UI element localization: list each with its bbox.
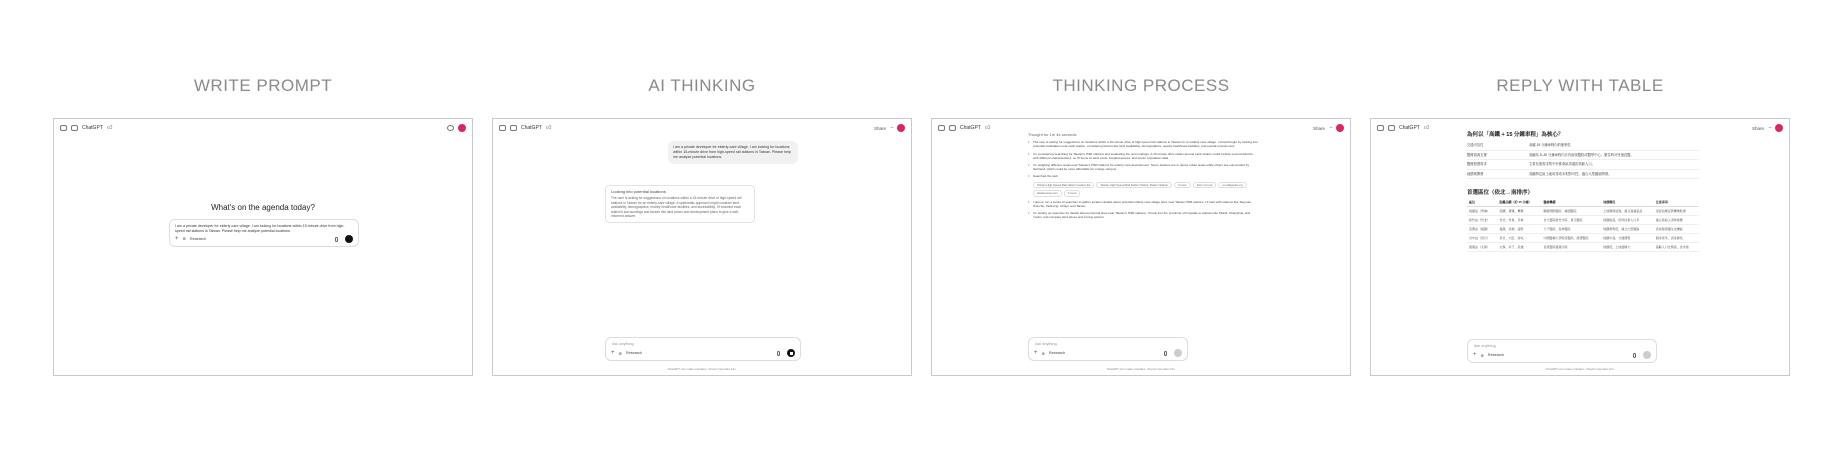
top-bar [938, 123, 1344, 133]
model-name[interactable]: o3 [1423, 125, 1430, 131]
sidebar-toggle-icon[interactable] [1377, 125, 1384, 131]
table-cell: 適合高收入退休族群 [1654, 216, 1699, 225]
kv-row [1467, 141, 1699, 150]
input-toolbar [175, 235, 353, 243]
table-header-row [1467, 198, 1699, 207]
top-bar [60, 123, 466, 133]
table-row [1467, 243, 1699, 252]
table-cell: 地價相對低，適合大型園區 [1601, 225, 1654, 234]
research-tool[interactable]: Research [625, 351, 643, 355]
reply-title: 為何以「高鐵 + 15 分鐘車程」為核心？ [1467, 132, 1564, 138]
source-chip[interactable]: en.wikipedia.org [1218, 182, 1246, 189]
search-chips [1033, 182, 1258, 197]
table-cell: 大千醫院、為恭醫院 [1541, 225, 1601, 234]
table-cell: 嘉義站（太保） [1467, 243, 1498, 252]
table-cell: 台中站（烏日） [1467, 234, 1498, 243]
searched-web-label: • Searched the web [1028, 174, 1258, 178]
new-chat-icon[interactable] [949, 125, 956, 131]
plus-icon[interactable]: + [611, 350, 615, 356]
kv-row [1467, 160, 1699, 169]
new-chat-icon[interactable] [510, 125, 517, 131]
search-query-chip[interactable]: Taiwan High Speed Rail Station Station Station Station [1096, 182, 1172, 189]
table-cell: 聯新國際醫院、桃園醫院 [1541, 207, 1601, 216]
chat-input[interactable] [1028, 337, 1188, 361]
kv-value: 高鐵站 5–30 分鐘車程內多有區域醫院或醫學中心，緊急時可快速送醫。 [1529, 152, 1634, 157]
app-name[interactable]: ChatGPT [960, 125, 981, 131]
microphone-icon[interactable] [1164, 351, 1167, 356]
table-cell: 高鐵、捷運、機場 [1498, 207, 1542, 216]
more-chip[interactable]: 3 more [1174, 182, 1191, 189]
column-title-thinking-process: THINKING PROCESS [1052, 76, 1230, 95]
app-name[interactable]: ChatGPT [1399, 125, 1420, 131]
tools-icon[interactable]: ⚙ [1041, 351, 1045, 356]
table-cell: 地價低，土地面積大 [1601, 243, 1654, 252]
top-bar [1377, 123, 1783, 133]
thought-step: • I'm considering searching for Taiwan's HSR stations and evaluating the surroundings. A 15-minute drive radius around each station could include several districts with different characteristics, so I'll focus on land costs, hospital access, and senior population data. [1028, 152, 1258, 160]
microphone-icon[interactable] [335, 237, 338, 242]
plus-icon[interactable]: + [1034, 350, 1038, 356]
thought-step: • I'm setting up searches for details about potential sites near Taiwan's HSR stations. I'll look into the proximity of hospitals to stations like Miaoli, Changhua, and Yunlin, and compare land prices and zoning options. [1028, 211, 1258, 219]
input-placeholder: Ask anything [612, 342, 634, 346]
research-tool[interactable]: Research [1048, 351, 1066, 355]
table-header: 距離高鐵（約 15 分鐘） [1498, 198, 1542, 207]
table-header: 地價概況 [1601, 198, 1654, 207]
research-tool[interactable]: Research [189, 236, 207, 241]
source-chip[interactable]: thsrc.com.tw [1193, 182, 1217, 189]
disclaimer: ChatGPT can make mistakes. Check important info. [667, 367, 737, 371]
kv-value: 高鐵 15 分鐘車程內的便利性 [1529, 143, 1571, 148]
kv-row [1467, 151, 1699, 160]
kv-key: 交通可及性 [1467, 143, 1484, 148]
table-cell: 苗栗站（後龍） [1467, 225, 1498, 234]
new-chat-icon[interactable] [1388, 125, 1395, 131]
table-cell: 需評估噪音與機場航道 [1654, 207, 1699, 216]
chat-input[interactable] [605, 337, 801, 361]
research-tool[interactable]: Research [1487, 353, 1505, 357]
share-button[interactable]: Share [1751, 125, 1764, 131]
send-button[interactable] [1174, 349, 1182, 357]
share-button[interactable]: Share [873, 125, 886, 131]
table-cell: 中國醫藥大學附設醫院、澄清醫院 [1541, 234, 1601, 243]
page-heading: What's on the agenda today? [211, 203, 315, 212]
table-row [1467, 225, 1699, 234]
search-query-chip[interactable]: Taiwan High Speed Rail station location list [1033, 182, 1094, 189]
table-cell: 高齡人口比例高，需求強 [1654, 243, 1699, 252]
table-cell: 桃園站（青埔） [1467, 207, 1498, 216]
screenshot-reply-with-table [1370, 118, 1790, 376]
new-chat-icon[interactable] [71, 125, 78, 131]
stop-button[interactable] [787, 349, 795, 357]
table-cell: 竹北、竹東、芎林 [1498, 216, 1542, 225]
thought-step: • I plan to run a series of searches to gather location details about potential elderly-care village sites near Taiwan HSR stations. I'll start with stations like Taoyuan, Hsinchu, Taichung, Chiayi, and Tainan. [1028, 200, 1258, 208]
table-cell: 太保、朴子、民雄 [1498, 243, 1542, 252]
screenshot-ai-thinking [492, 118, 912, 376]
app-name[interactable]: ChatGPT [82, 125, 103, 131]
sidebar-toggle-icon[interactable] [499, 125, 506, 131]
screenshot-write-prompt [53, 118, 473, 376]
table-cell: 後龍、造橋、頭份 [1498, 225, 1542, 234]
chat-input[interactable] [1467, 339, 1657, 363]
table-cell: 競爭者多，需差異化 [1654, 234, 1699, 243]
table-cell: 新竹站（竹北） [1467, 216, 1498, 225]
column-title-write-prompt: WRITE PROMPT [193, 76, 333, 95]
microphone-icon[interactable] [1633, 353, 1636, 358]
more-chip[interactable]: 3 more [1064, 190, 1081, 197]
app-name[interactable]: ChatGPT [521, 125, 542, 131]
thought-duration[interactable]: Thought for 1m 4s seconds [1028, 132, 1077, 137]
column-title-ai-thinking: AI THINKING [648, 76, 756, 95]
column-title-reply-with-table: REPLY WITH TABLE [1496, 76, 1664, 95]
model-name[interactable]: o3 [984, 125, 991, 131]
prompt-text: I am a private developer for elderly-care village. I am looking for locations within 15-minute drive from high-speed rail stations in Taiwan. Please help me analyze potential locations. [175, 224, 345, 233]
avatar[interactable] [897, 124, 905, 132]
table-header: 醫療機構 [1541, 198, 1601, 207]
table-cell: 烏日、大肚、南屯 [1498, 234, 1542, 243]
disclaimer: ChatGPT can make mistakes. Check important info. [1545, 367, 1615, 371]
tools-icon[interactable]: ⚙ [1480, 353, 1484, 358]
table-row [1467, 234, 1699, 243]
table-row [1467, 207, 1699, 216]
input-toolbar [1473, 351, 1651, 359]
table-cell: 地價較高，但科技業人口多 [1601, 216, 1654, 225]
disclaimer: ChatGPT can make mistakes. Check important info. [1106, 367, 1176, 371]
thinking-label: Looking into potential locations [611, 189, 666, 194]
kv-key: 醫療資源支撐 [1467, 152, 1487, 157]
thinking-card[interactable] [605, 185, 755, 223]
microphone-icon[interactable] [777, 351, 780, 356]
kv-row [1467, 170, 1699, 179]
more-options-icon[interactable]: ··· [1768, 125, 1771, 131]
table-title: 首選區位（依北→南排序） [1467, 190, 1534, 197]
model-name[interactable]: o3 [106, 125, 113, 131]
source-chip[interactable]: taiwannews.com [1033, 190, 1062, 197]
plus-icon[interactable]: + [175, 235, 179, 242]
table-header: 注意事項 [1654, 198, 1699, 207]
thinking-text: The user is asking for suggestions on locations within a 15-minute drive of high-speed rail stations in Taiwan for an elderly-care village. A systematic approach might consider land availability, demographics, nearby healthcare facilities, and accessibility. I'll examine each station's surroundings and factors like land prices and development plans to give a well-informed answer. [611, 196, 742, 219]
user-message: I am a private developer for elderly-care village. I am looking for locations within 15-minute drive from high-speed rail stations in Taiwan. Please help me analyze potential locations. [668, 141, 798, 164]
model-name[interactable]: o3 [545, 125, 552, 131]
send-button[interactable] [345, 235, 353, 243]
table-cell: 土地開發成熟，適合高端產品 [1601, 207, 1654, 216]
tools-icon[interactable]: ⚙ [618, 351, 622, 356]
more-options-icon[interactable]: ··· [1329, 125, 1332, 131]
sidebar-toggle-icon[interactable] [60, 125, 67, 131]
sidebar-toggle-icon[interactable] [938, 125, 945, 131]
thought-step: • The user is asking for suggestions on locations within a 15-minute drive of high-speed rail stations in Taiwan for an elderly-care village. I should begin by looking into potential candidates near each station, considering factors like land availability, demographics, nearby healthcare facilities, and overall environment. [1028, 140, 1258, 148]
table-cell: 地價中高，交通便利 [1601, 234, 1654, 243]
avatar[interactable] [458, 124, 466, 132]
input-toolbar [1034, 349, 1182, 357]
table-cell: 需加強周邊生活機能 [1654, 225, 1699, 234]
table-row [1467, 216, 1699, 225]
screenshot-thinking-process [931, 118, 1351, 376]
prompt-input[interactable] [169, 219, 359, 247]
send-button[interactable] [1643, 351, 1651, 359]
avatar[interactable] [1336, 124, 1344, 132]
temporary-chat-icon[interactable] [447, 125, 454, 131]
top-bar [499, 123, 905, 133]
tools-icon[interactable]: ⚙ [182, 236, 186, 241]
input-toolbar [611, 349, 795, 357]
thought-step: • I'm weighing different areas near Taiwan's HSR stations for elderly care development. Some stations are in dense urban areas while others are surrounded by farmland, which could be more affordable for a large campus. [1028, 163, 1258, 171]
more-options-icon[interactable]: ··· [890, 125, 893, 131]
table-header: 區位 [1467, 198, 1498, 207]
kv-value: 主要長照需求集中於都會區周邊的高齡人口。 [1529, 162, 1595, 167]
table-cell: 台大醫院新竹分院、東元醫院 [1541, 216, 1601, 225]
plus-icon[interactable]: + [1473, 352, 1477, 358]
locations-table [1467, 198, 1699, 252]
kv-key: 醫療照護需求 [1467, 162, 1487, 167]
kv-key: 地價與開發 [1467, 171, 1484, 176]
share-button[interactable]: Share [1312, 125, 1325, 131]
avatar[interactable] [1775, 124, 1783, 132]
kv-value: 高鐵特定區土地取得成本相對可控，適合大型園區開發。 [1529, 171, 1612, 176]
reply-content [1467, 133, 1699, 252]
table-cell: 長庚醫院嘉義分院 [1541, 243, 1601, 252]
input-placeholder: Ask anything [1035, 342, 1057, 346]
input-placeholder: Ask anything [1474, 344, 1496, 348]
thinking-process [1028, 133, 1258, 222]
